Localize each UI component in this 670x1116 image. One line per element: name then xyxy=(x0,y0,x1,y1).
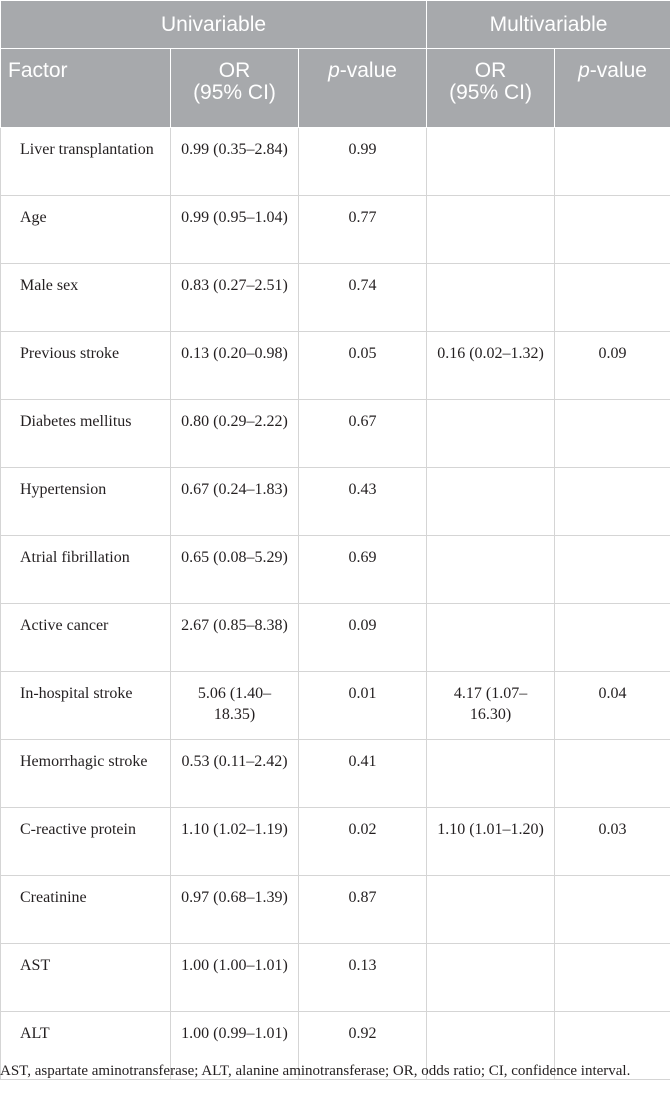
univariable-or-cell: 0.13 (0.20–0.98) xyxy=(171,332,299,400)
univariable-or-cell: 0.67 (0.24–1.83) xyxy=(171,468,299,536)
univariable-or-cell: 0.53 (0.11–2.42) xyxy=(171,740,299,808)
table-row xyxy=(1,264,670,332)
table-row xyxy=(1,604,670,672)
table-header xyxy=(1,1,670,128)
p-suffix: -value xyxy=(589,59,647,82)
multivariable-or-cell xyxy=(427,876,555,944)
uni-or-column-header xyxy=(171,49,299,128)
multivariable-or-cell: 4.17 (1.07–16.30) xyxy=(427,672,555,740)
univariable-or-cell: 0.65 (0.08–5.29) xyxy=(171,536,299,604)
factor-cell: Hemorrhagic stroke xyxy=(1,740,171,808)
ci-label: (95% CI) xyxy=(193,81,276,104)
or-label: OR xyxy=(218,59,251,82)
multivariable-or-cell: 0.16 (0.02–1.32) xyxy=(427,332,555,400)
multivariable-p-cell xyxy=(555,128,670,196)
univariable-p-cell: 0.41 xyxy=(299,740,427,808)
table-row xyxy=(1,740,670,808)
univariable-header: Univariable xyxy=(1,1,427,49)
multivariable-p-cell: 0.04 xyxy=(555,672,670,740)
multivariable-or-cell xyxy=(427,400,555,468)
multivariable-or-cell xyxy=(427,536,555,604)
univariable-p-cell: 0.74 xyxy=(299,264,427,332)
univariable-p-cell: 0.13 xyxy=(299,944,427,1012)
multivariable-p-cell xyxy=(555,876,670,944)
univariable-p-cell: 0.43 xyxy=(299,468,427,536)
univariable-p-cell: 0.09 xyxy=(299,604,427,672)
multivariable-p-cell xyxy=(555,604,670,672)
univariable-or-cell: 0.99 (0.95–1.04) xyxy=(171,196,299,264)
univariable-p-cell: 0.02 xyxy=(299,808,427,876)
univariable-p-cell: 0.77 xyxy=(299,196,427,264)
factor-cell: Atrial fibrillation xyxy=(1,536,171,604)
factor-cell: Creatinine xyxy=(1,876,171,944)
factor-cell: Male sex xyxy=(1,264,171,332)
multivariable-or-cell xyxy=(427,944,555,1012)
multivariable-p-cell xyxy=(555,944,670,1012)
univariable-p-cell: 0.67 xyxy=(299,400,427,468)
univariable-or-cell: 0.99 (0.35–2.84) xyxy=(171,128,299,196)
table-footnote: AST, aspartate aminotransferase; ALT, alanine aminotransferase; OR, odds ratio; CI, confidence interval. xyxy=(0,1063,631,1079)
univariable-p-cell: 0.69 xyxy=(299,536,427,604)
table-row xyxy=(1,808,670,876)
table-row xyxy=(1,672,670,740)
p-italic: p xyxy=(578,59,590,82)
univariable-or-cell: 1.00 (1.00–1.01) xyxy=(171,944,299,1012)
factor-cell: Diabetes mellitus xyxy=(1,400,171,468)
univariable-or-cell: 2.67 (0.85–8.38) xyxy=(171,604,299,672)
univariable-p-cell: 0.87 xyxy=(299,876,427,944)
multivariable-or-cell xyxy=(427,196,555,264)
table-row xyxy=(1,128,670,196)
univariable-or-cell: 1.00 (0.99–1.01) xyxy=(171,1012,299,1080)
multivariable-p-cell: 0.03 xyxy=(555,808,670,876)
uni-p-column-header xyxy=(299,49,427,128)
multivariable-or-cell xyxy=(427,468,555,536)
multi-or-column-header xyxy=(427,49,555,128)
multivariable-or-cell: 1.10 (1.01–1.20) xyxy=(427,808,555,876)
p-italic: p xyxy=(328,59,340,82)
multivariable-p-cell xyxy=(555,196,670,264)
table-row xyxy=(1,536,670,604)
p-suffix: -value xyxy=(339,59,397,82)
multivariable-p-cell xyxy=(555,468,670,536)
multivariable-or-cell xyxy=(427,264,555,332)
multivariable-p-cell: 0.09 xyxy=(555,332,670,400)
univariable-or-cell: 5.06 (1.40–18.35) xyxy=(171,672,299,740)
factor-cell: Previous stroke xyxy=(1,332,171,400)
multi-p-column-header xyxy=(555,49,670,128)
multivariable-p-cell xyxy=(555,536,670,604)
factor-cell: Liver transplantation xyxy=(1,128,171,196)
factor-cell: Active cancer xyxy=(1,604,171,672)
factor-cell: ALT xyxy=(1,1012,171,1080)
multivariable-header: Multivariable xyxy=(427,1,670,49)
multivariable-p-cell xyxy=(555,264,670,332)
univariable-p-cell: 0.05 xyxy=(299,332,427,400)
univariable-p-cell: 0.99 xyxy=(299,128,427,196)
factor-cell: AST xyxy=(1,944,171,1012)
univariable-or-cell: 0.83 (0.27–2.51) xyxy=(171,264,299,332)
or-label: OR xyxy=(474,59,507,82)
table-body xyxy=(1,128,670,1080)
factor-cell: Hypertension xyxy=(1,468,171,536)
table-row xyxy=(1,332,670,400)
univariable-or-cell: 1.10 (1.02–1.19) xyxy=(171,808,299,876)
factor-column-header: Factor xyxy=(1,49,171,128)
ci-label: (95% CI) xyxy=(449,81,532,104)
table-row xyxy=(1,944,670,1012)
univariable-or-cell: 0.97 (0.68–1.39) xyxy=(171,876,299,944)
factor-cell: C-reactive protein xyxy=(1,808,171,876)
table-row xyxy=(1,876,670,944)
multivariable-or-cell xyxy=(427,740,555,808)
table-row xyxy=(1,400,670,468)
table-row xyxy=(1,468,670,536)
multivariable-or-cell xyxy=(427,604,555,672)
univariable-p-cell: 0.01 xyxy=(299,672,427,740)
table-row xyxy=(1,196,670,264)
univariable-p-cell: 0.92 xyxy=(299,1012,427,1080)
factor-cell: Age xyxy=(1,196,171,264)
multivariable-p-cell xyxy=(555,400,670,468)
multivariable-or-cell xyxy=(427,128,555,196)
factor-cell: In-hospital stroke xyxy=(1,672,171,740)
univariable-or-cell: 0.80 (0.29–2.22) xyxy=(171,400,299,468)
multivariable-p-cell xyxy=(555,740,670,808)
